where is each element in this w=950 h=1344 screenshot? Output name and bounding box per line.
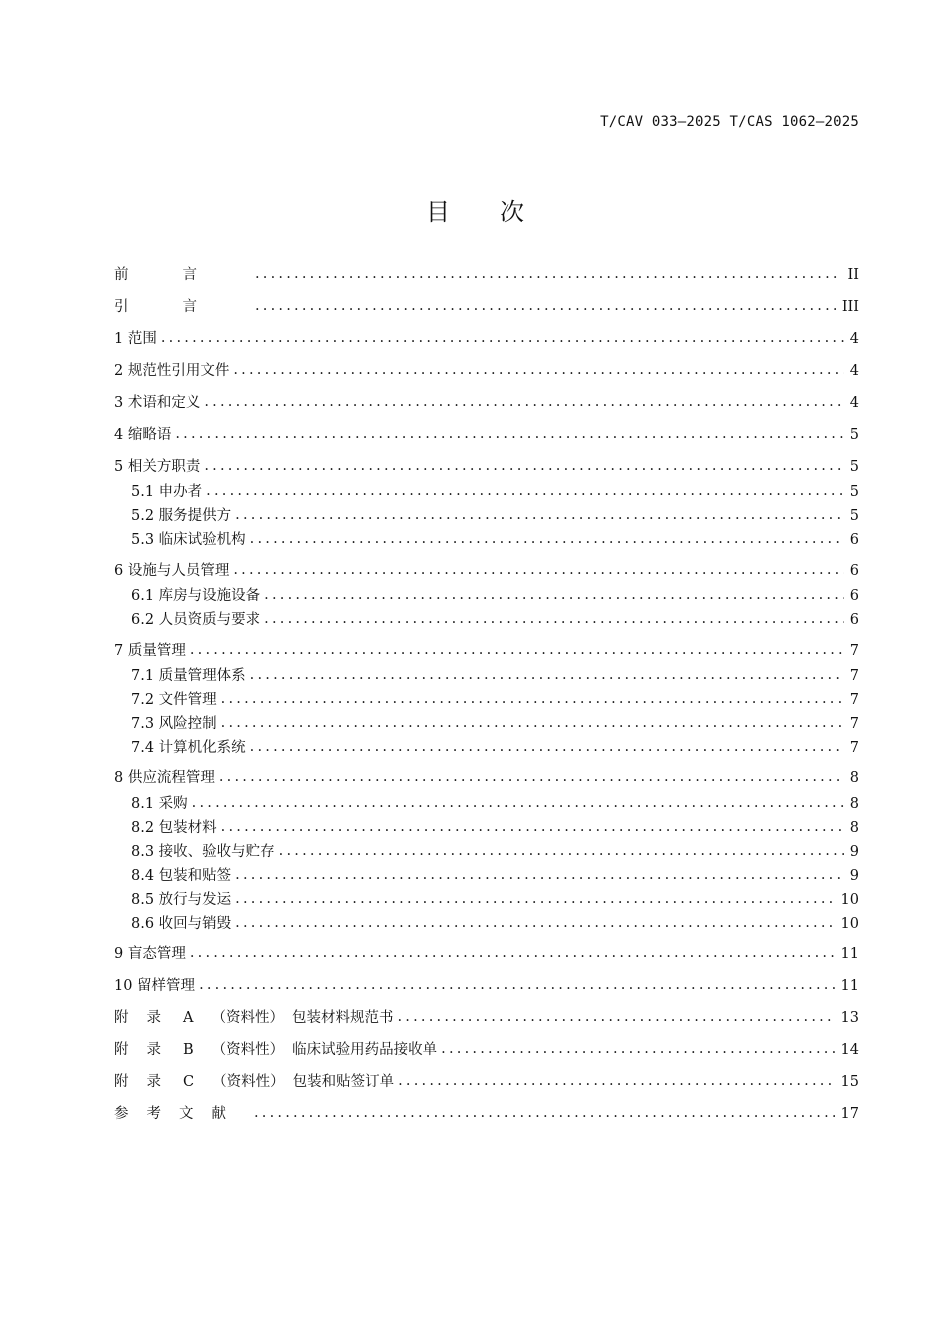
standard-code: T/CAV 033—2025 T/CAS 1062—2025 [600,114,859,130]
toc-entry-10[interactable] [114,975,859,995]
toc-entry-label [114,1009,397,1027]
leader-dots [233,361,843,379]
toc-entry-preface[interactable] [114,264,859,284]
leader-dots [264,610,844,628]
toc-entry-label: 5 相关方职责 [114,459,201,475]
leader-dots [235,506,844,524]
appendix-letter: B [183,1042,194,1058]
toc-entry-5[interactable] [114,456,859,476]
toc-page-number: 7 [849,692,859,708]
toc-entry-8-4[interactable] [131,865,859,885]
toc-entry-2[interactable] [114,360,859,380]
toc-entry-8[interactable] [114,767,859,787]
leader-dots [233,561,843,579]
leader-dots [250,530,844,548]
leader-dots [161,329,844,347]
leader-dots [398,1072,834,1090]
toc-entry-label: 8.4 包装和贴签 [131,868,232,884]
toc-entry-label: 5.1 申办者 [131,484,203,500]
toc-entry-3[interactable] [114,392,859,412]
toc-page-number: 11 [840,978,859,994]
toc-page-number: 7 [849,668,859,684]
toc-entry-label: 6.1 库房与设施设备 [131,588,261,604]
toc-page-number: 5 [849,484,859,500]
toc-entry-8-1[interactable] [131,793,859,813]
toc-page-number: 14 [840,1042,859,1058]
toc-page-number: 4 [849,395,859,411]
toc-entry-label: 8.2 包装材料 [131,820,217,836]
toc-entry-label: 10 留样管理 [114,978,196,994]
toc-entry-label: 前言 [114,267,251,283]
toc-page-number: 10 [840,892,859,908]
appendix-letter: C [183,1074,195,1090]
appendix-title: 包装材料规范书 [291,1010,394,1026]
toc-entry-appendix-a[interactable] [114,1007,859,1027]
leader-dots [250,666,844,684]
toc-entry-7[interactable] [114,640,859,660]
toc-entry-introduction[interactable] [114,296,859,316]
toc-page-number: 5 [849,459,859,475]
toc-entry-4[interactable] [114,424,859,444]
toc-entry-label: 7.1 质量管理体系 [131,668,246,684]
leader-dots [221,690,844,708]
toc-entry-label: 8 供应流程管理 [114,770,215,786]
leader-dots [206,482,844,500]
toc-page-number: 6 [849,563,859,579]
toc-page-number: 6 [849,588,859,604]
toc-page-number: 7 [849,716,859,732]
toc-entry-label: 4 缩略语 [114,427,172,443]
leader-dots [221,714,844,732]
leader-dots [204,457,843,475]
toc-page-number: 4 [849,363,859,379]
toc-entry-label: 8.3 接收、验收与贮存 [131,844,275,860]
leader-dots [397,1008,834,1026]
toc-entry-label: 参考文献 [114,1106,244,1122]
appendix-letter: A [183,1010,194,1026]
toc-entry-8-3[interactable] [131,841,859,861]
toc-page-number: II [847,267,859,283]
toc-entry-label: 7.3 风险控制 [131,716,217,732]
toc-entry-8-5[interactable] [131,889,859,909]
leader-dots [235,866,844,884]
page-title: 目次 [426,198,574,226]
leader-dots [204,393,843,411]
toc-entry-label: 7.4 计算机化系统 [131,740,246,756]
toc-page-number: 15 [840,1074,859,1090]
leader-dots [175,425,843,443]
leader-dots [441,1040,834,1058]
toc-entry-label: 6 设施与人员管理 [114,563,230,579]
leader-dots [264,586,844,604]
leader-dots [235,914,834,932]
toc-entry-7-2[interactable] [131,689,859,709]
toc-entry-1[interactable] [114,328,859,348]
toc-page-number: 6 [849,612,859,628]
leader-dots [190,944,835,962]
toc-entry-5-3[interactable] [131,529,859,549]
toc-entry-label: 7 质量管理 [114,643,186,659]
toc-entry-label: 9 盲态管理 [114,946,186,962]
appendix-prefix: 附录 [114,1010,179,1026]
toc-entry-9[interactable] [114,943,859,963]
appendix-nature: （资料性） [211,1042,285,1058]
toc-page-number: 8 [849,770,859,786]
toc-page-number: 6 [849,532,859,548]
toc-page-number: 17 [840,1106,859,1122]
toc-entry-label [114,1041,441,1059]
toc-entry-label: 5.2 服务提供方 [131,508,232,524]
toc-page-number: 4 [849,331,859,347]
toc-page-number: 13 [840,1010,859,1026]
leader-dots [255,265,842,283]
toc-entry-5-2[interactable] [131,505,859,525]
toc-entry-7-4[interactable] [131,737,859,757]
leader-dots [221,818,844,836]
appendix-title: 临床试验用药品接收单 [292,1042,438,1058]
toc-page-number: 7 [849,643,859,659]
toc-page-number: 8 [849,820,859,836]
leader-dots [219,768,844,786]
toc-page-number: 10 [840,916,859,932]
toc-entry-7-1[interactable] [131,665,859,685]
leader-dots [250,738,844,756]
toc-entry-label: 3 术语和定义 [114,395,201,411]
appendix-prefix: 附录 [114,1042,179,1058]
toc-page-number: 5 [849,427,859,443]
toc-entry-label: 5.3 临床试验机构 [131,532,246,548]
toc-entry-label: 8.6 收回与销毁 [131,916,232,932]
toc-entry-label: 7.2 文件管理 [131,692,217,708]
toc-entry-label: 6.2 人员资质与要求 [131,612,261,628]
toc-page-number: 9 [849,844,859,860]
toc-entry-8-2[interactable] [131,817,859,837]
appendix-nature: （资料性） [212,1074,285,1090]
toc-page-number: III [841,299,859,315]
toc-page-number: 11 [840,946,859,962]
toc-entry-appendix-c[interactable] [114,1071,859,1091]
toc-entry-appendix-b[interactable] [114,1039,859,1059]
toc-entry-6[interactable] [114,560,859,580]
leader-dots [199,976,834,994]
toc-entry-label: 1 范围 [114,331,157,347]
toc-entry-6-2[interactable] [131,609,859,629]
toc-entry-label [114,1073,398,1091]
toc-entry-8-6[interactable] [131,913,859,933]
toc-entry-label: 8.5 放行与发运 [131,892,232,908]
toc-entry-label: 引言 [114,299,251,315]
toc-entry-6-1[interactable] [131,585,859,605]
toc-page-number: 9 [849,868,859,884]
leader-dots [255,297,836,315]
leader-dots [235,890,834,908]
toc-entry-label: 2 规范性引用文件 [114,363,230,379]
toc-page-number: 8 [849,796,859,812]
leader-dots [279,842,844,860]
appendix-prefix: 附录 [114,1074,179,1090]
toc-entry-label: 8.1 采购 [131,796,188,812]
toc-entry-7-3[interactable] [131,713,859,733]
leader-dots [190,641,844,659]
toc-page-number: 7 [849,740,859,756]
toc-entry-bibliography[interactable] [114,1103,859,1123]
leader-dots [254,1104,835,1122]
appendix-nature: （资料性） [211,1010,284,1026]
toc-page-number: 5 [849,508,859,524]
leader-dots [192,794,844,812]
appendix-title: 包装和贴签订单 [292,1074,395,1090]
toc-entry-5-1[interactable] [131,481,859,501]
